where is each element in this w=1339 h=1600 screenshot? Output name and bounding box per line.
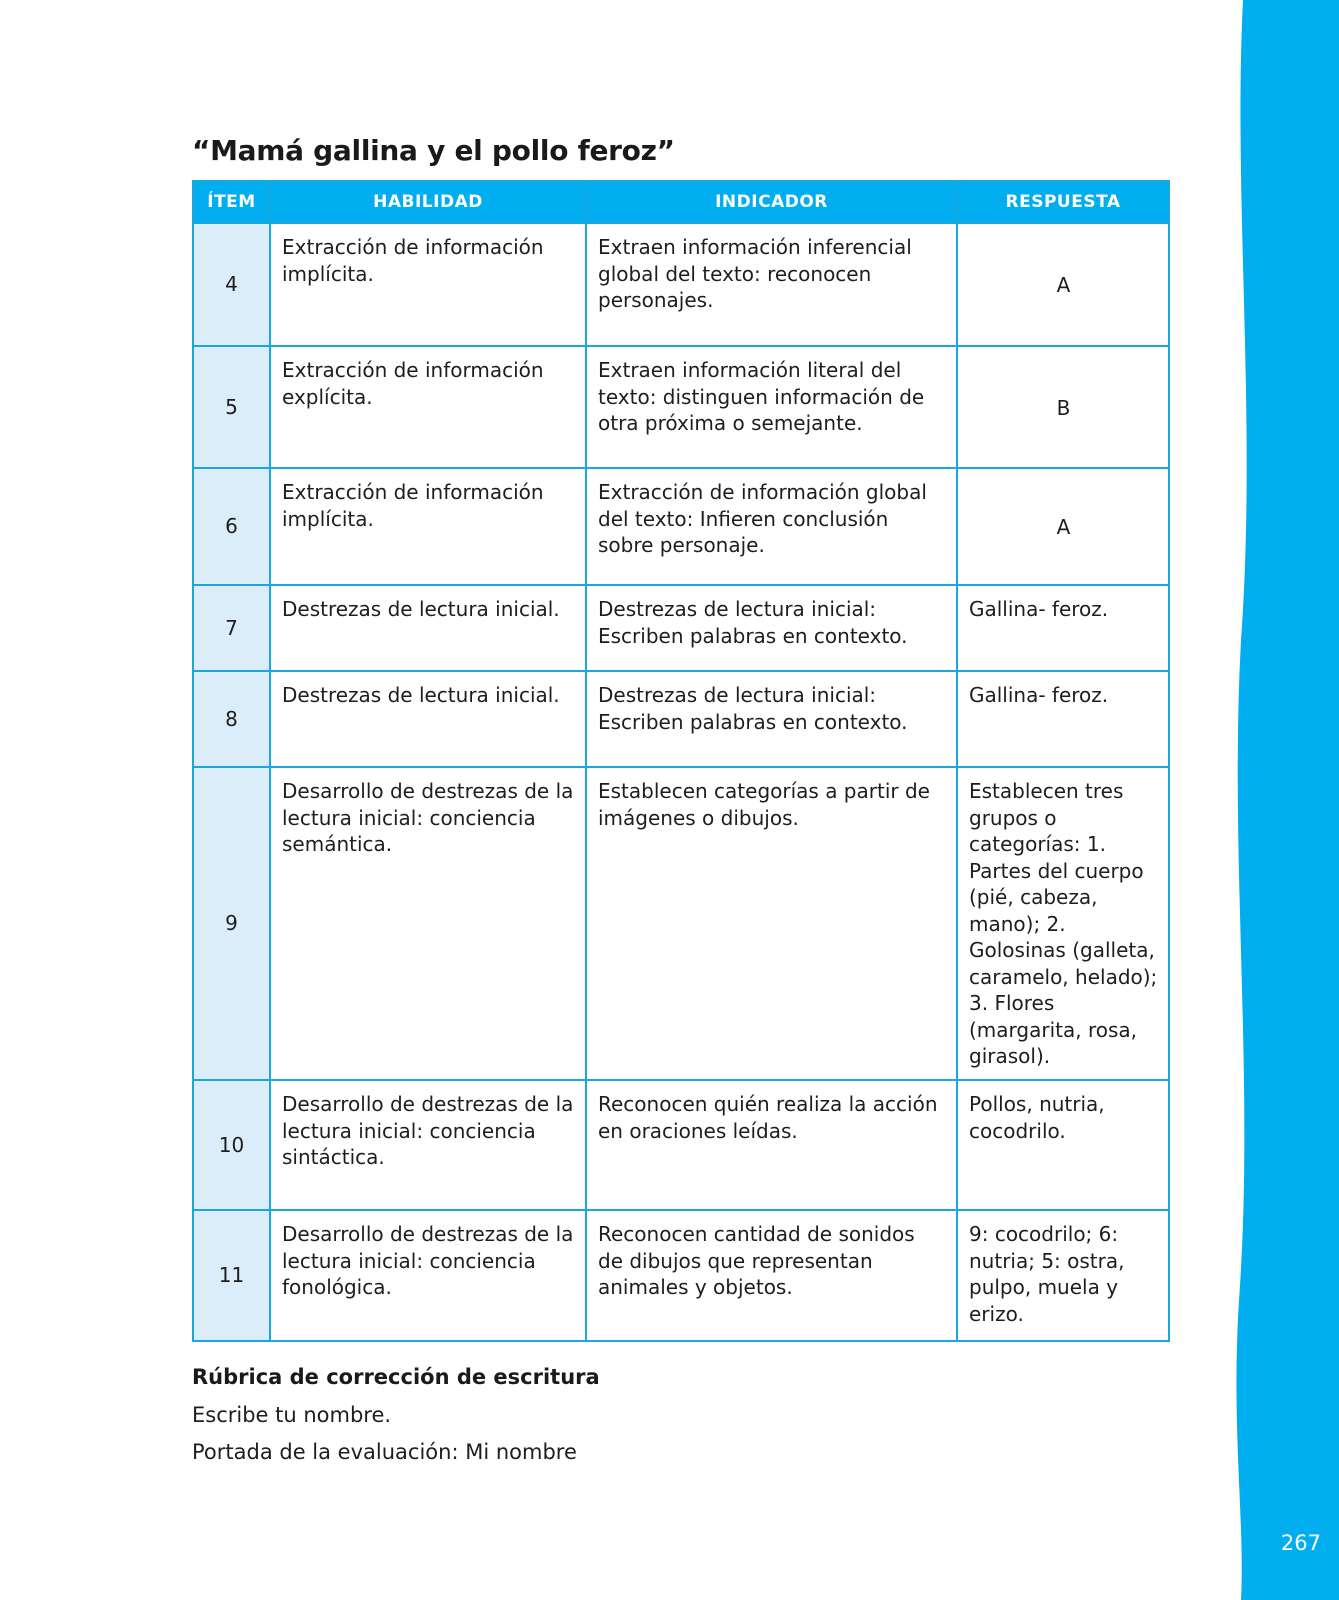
- indicador-cell: Extraen información literal del texto: distinguen información de otra próxima o semejante.: [586, 346, 957, 468]
- item-number: 5: [193, 346, 270, 468]
- respuesta-cell: Gallina- feroz.: [957, 671, 1169, 767]
- table-row: [193, 468, 1169, 585]
- item-number: 7: [193, 585, 270, 671]
- table-row: [193, 585, 1169, 671]
- indicador-cell: Extracción de información global del texto: Infieren conclusión sobre personaje.: [586, 468, 957, 585]
- table-row: [193, 223, 1169, 346]
- table-row: [193, 767, 1169, 1080]
- header-item: ÍTEM: [193, 181, 270, 223]
- item-number: 11: [193, 1210, 270, 1341]
- habilidad-cell: Desarrollo de destrezas de la lectura inicial: conciencia semántica.: [270, 767, 586, 1080]
- decorative-sidebar: [1229, 0, 1339, 1600]
- answer-key-table: [192, 180, 1170, 1342]
- indicador-cell: Reconocen quién realiza la acción en oraciones leídas.: [586, 1080, 957, 1210]
- table-row: [193, 671, 1169, 767]
- respuesta-cell: Establecen tres grupos o categorías: 1. Partes del cuerpo (pié, cabeza, mano); 2. Golosinas (galleta, caramelo, helado); 3. Flores (margarita, rosa, girasol).: [957, 767, 1169, 1080]
- rubric-heading: Rúbrica de corrección de escritura: [192, 1365, 600, 1389]
- item-number: 6: [193, 468, 270, 585]
- header-habilidad: HABILIDAD: [270, 181, 586, 223]
- respuesta-cell: Gallina- feroz.: [957, 585, 1169, 671]
- item-number: 10: [193, 1080, 270, 1210]
- indicador-cell: Destrezas de lectura inicial: Escriben palabras en contexto.: [586, 671, 957, 767]
- page-number: 267: [1280, 1531, 1321, 1555]
- habilidad-cell: Desarrollo de destrezas de la lectura inicial: conciencia sintáctica.: [270, 1080, 586, 1210]
- item-number: 9: [193, 767, 270, 1080]
- indicador-cell: Extraen información inferencial global del texto: reconocen personajes.: [586, 223, 957, 346]
- respuesta-cell: Pollos, nutria, cocodrilo.: [957, 1080, 1169, 1210]
- rubric-line: Portada de la evaluación: Mi nombre: [192, 1440, 577, 1464]
- habilidad-cell: Extracción de información implícita.: [270, 468, 586, 585]
- item-number: 8: [193, 671, 270, 767]
- habilidad-cell: Destrezas de lectura inicial.: [270, 671, 586, 767]
- respuesta-cell: 9: cocodrilo; 6: nutria; 5: ostra, pulpo, muela y erizo.: [957, 1210, 1169, 1341]
- habilidad-cell: Desarrollo de destrezas de la lectura inicial: conciencia fonológica.: [270, 1210, 586, 1341]
- header-respuesta: RESPUESTA: [957, 181, 1169, 223]
- page-title: “Mamá gallina y el pollo feroz”: [192, 134, 675, 167]
- indicador-cell: Establecen categorías a partir de imágenes o dibujos.: [586, 767, 957, 1080]
- header-indicador: INDICADOR: [586, 181, 957, 223]
- respuesta-cell: A: [957, 223, 1169, 346]
- habilidad-cell: Extracción de información explícita.: [270, 346, 586, 468]
- rubric-line: Escribe tu nombre.: [192, 1403, 392, 1427]
- item-number: 4: [193, 223, 270, 346]
- respuesta-cell: B: [957, 346, 1169, 468]
- respuesta-cell: A: [957, 468, 1169, 585]
- habilidad-cell: Destrezas de lectura inicial.: [270, 585, 586, 671]
- table-row: [193, 346, 1169, 468]
- table-header-row: [193, 181, 1169, 223]
- table-row: [193, 1080, 1169, 1210]
- wave-band-shape: [1229, 0, 1339, 1600]
- indicador-cell: Reconocen cantidad de sonidos de dibujos que representan animales y objetos.: [586, 1210, 957, 1341]
- indicador-cell: Destrezas de lectura inicial: Escriben palabras en contexto.: [586, 585, 957, 671]
- table-row: [193, 1210, 1169, 1341]
- habilidad-cell: Extracción de información implícita.: [270, 223, 586, 346]
